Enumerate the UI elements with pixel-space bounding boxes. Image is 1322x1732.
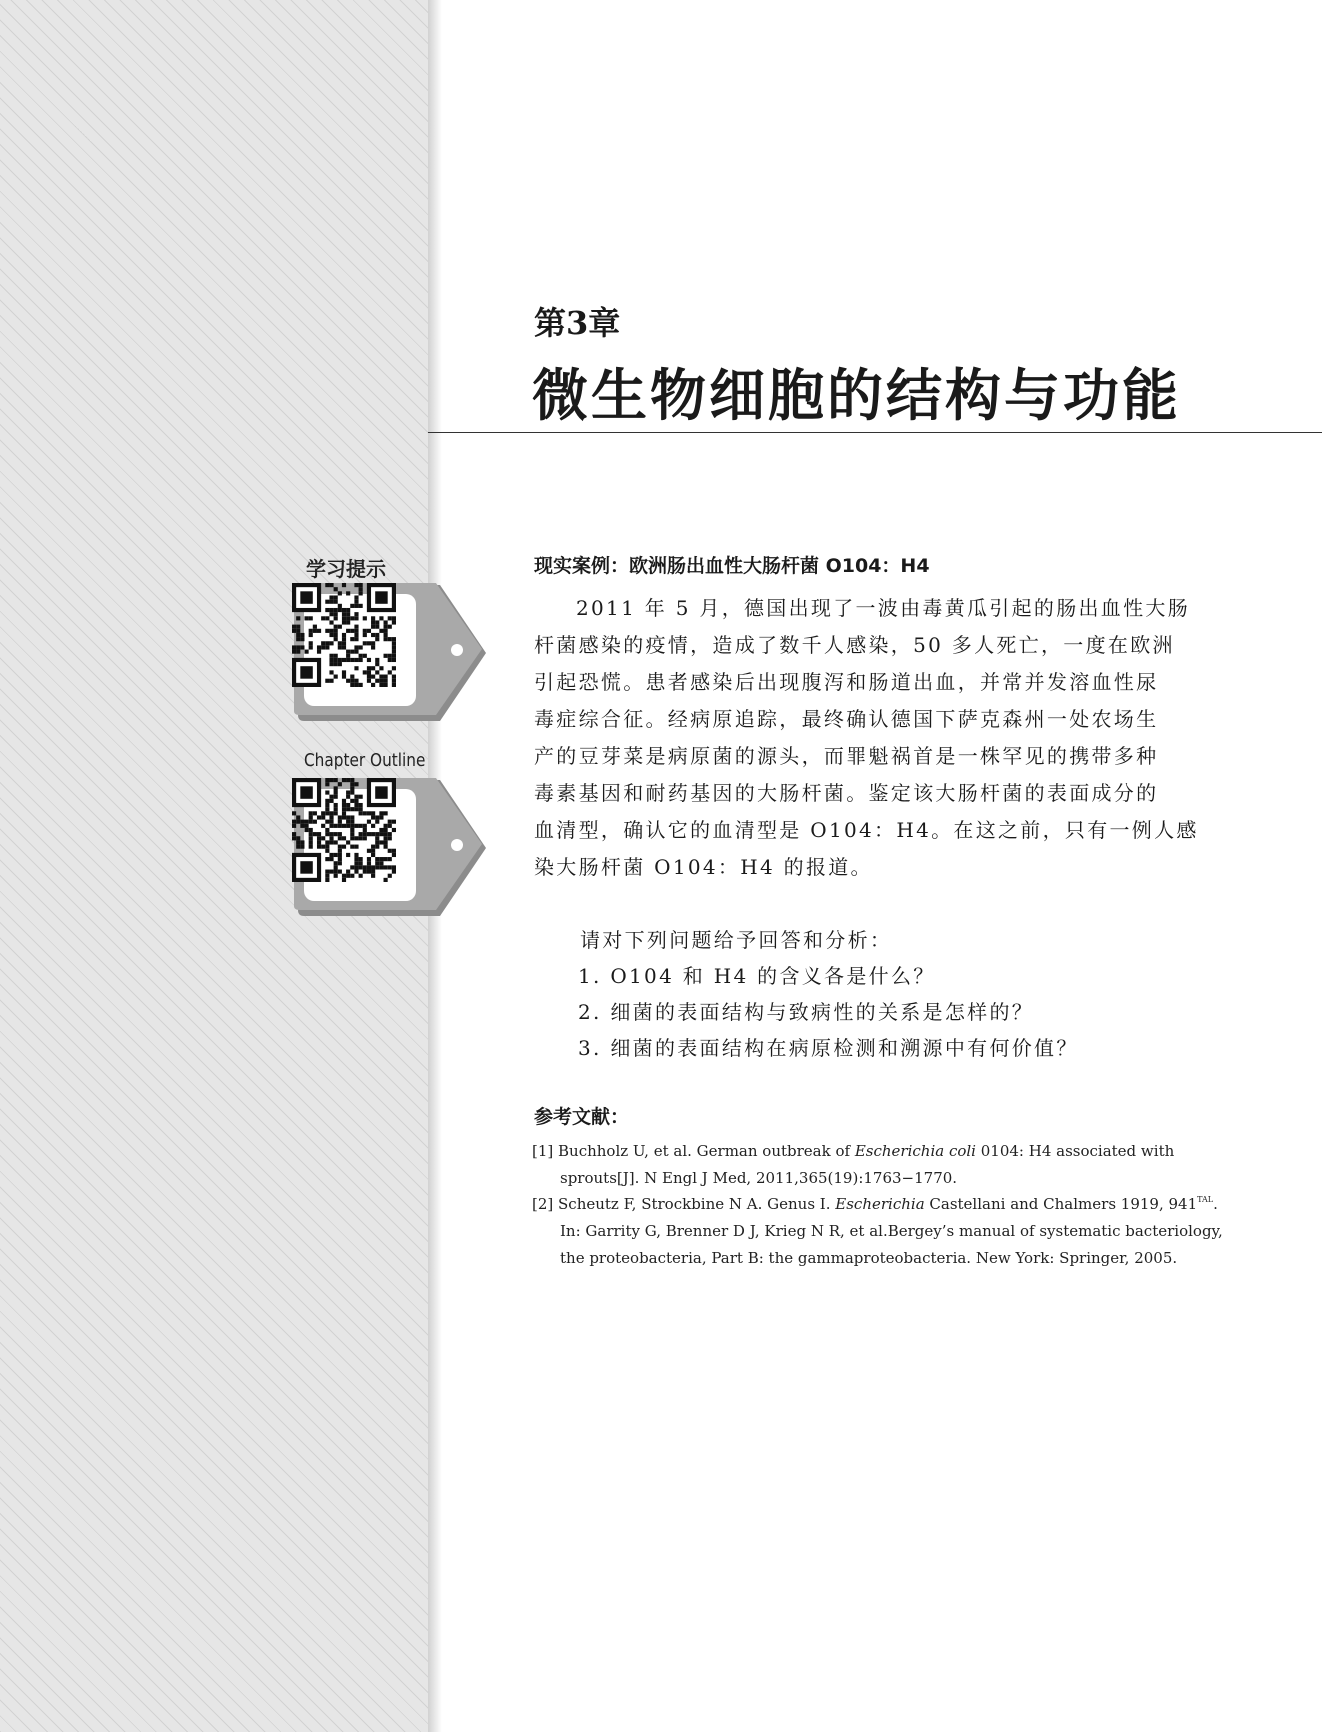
case-line: 染大肠杆菌 O104：H4 的报道。 xyxy=(534,855,873,879)
question-item: 2. 细菌的表面结构与致病性的关系是怎样的？ xyxy=(578,1000,1035,1024)
reference-1-line-1: [1] Buchholz U, et al. German outbreak of Escherichia coli 0104: H4 associated with xyxy=(532,1142,1175,1160)
chapter-title: 微生物细胞的结构与功能 xyxy=(532,363,1181,429)
title-divider xyxy=(428,432,1322,433)
references-heading: 参考文献： xyxy=(534,1106,630,1128)
reference-1-line-2: sprouts[J]. N Engl J Med, 2011,365(19):1763−1770. xyxy=(560,1169,958,1187)
case-line: 引起恐慌。患者感染后出现腹泻和肠道出血，并常并发溶血性尿 xyxy=(534,670,1159,694)
qr-label-chapter-outline: Chapter Outline xyxy=(304,750,426,771)
question-item: 3. 细菌的表面结构在病原检测和溯源中有何价值？ xyxy=(578,1036,1079,1060)
qr-tag-chapter-outline[interactable] xyxy=(292,778,492,918)
reference-2-line-3: the proteobacteria, Part B: the gammaproteobacteria. New York: Springer, 2005. xyxy=(560,1249,1178,1267)
qr-tag-study-tips[interactable] xyxy=(292,583,492,723)
reference-2-line-2: In: Garrity G, Brenner D J, Krieg N R, et al.Bergey’s manual of systematic bacteriology, xyxy=(560,1222,1223,1240)
case-heading: 现实案例：欧洲肠出血性大肠杆菌 O104：H4 xyxy=(534,555,930,577)
reference-2-line-1: [2] Scheutz F, Strockbine N A. Genus I. Escherichia Castellani and Chalmers 1919, $941^{TAL}$. xyxy=(532,1195,1218,1213)
chapter-number: 第3章 xyxy=(534,304,621,342)
case-line: 产的豆芽菜是病原菌的源头，而罪魁祸首是一株罕见的携带多种 xyxy=(534,744,1159,768)
case-line: 杆菌感染的疫情，造成了数千人感染，50 多人死亡，一度在欧洲 xyxy=(534,633,1175,657)
question-item: 1. O104 和 H4 的含义各是什么？ xyxy=(578,964,936,988)
qr-code-icon xyxy=(292,778,396,882)
case-line: 毒症综合征。经病原追踪，最终确认德国下萨克森州一处农场生 xyxy=(534,707,1159,731)
case-line: 血清型，确认它的血清型是 O104：H4。在这之前，只有一例人感 xyxy=(534,818,1199,842)
case-line: 2011 年 5 月，德国出现了一波由毒黄瓜引起的肠出血性大肠 xyxy=(576,596,1190,620)
questions-intro: 请对下列问题给予回答和分析： xyxy=(580,928,893,952)
qr-label-study-tips: 学习提示 xyxy=(306,557,386,581)
qr-code-icon xyxy=(292,583,396,687)
case-line: 毒素基因和耐药基因的大肠杆菌。鉴定该大肠杆菌的表面成分的 xyxy=(534,781,1159,805)
